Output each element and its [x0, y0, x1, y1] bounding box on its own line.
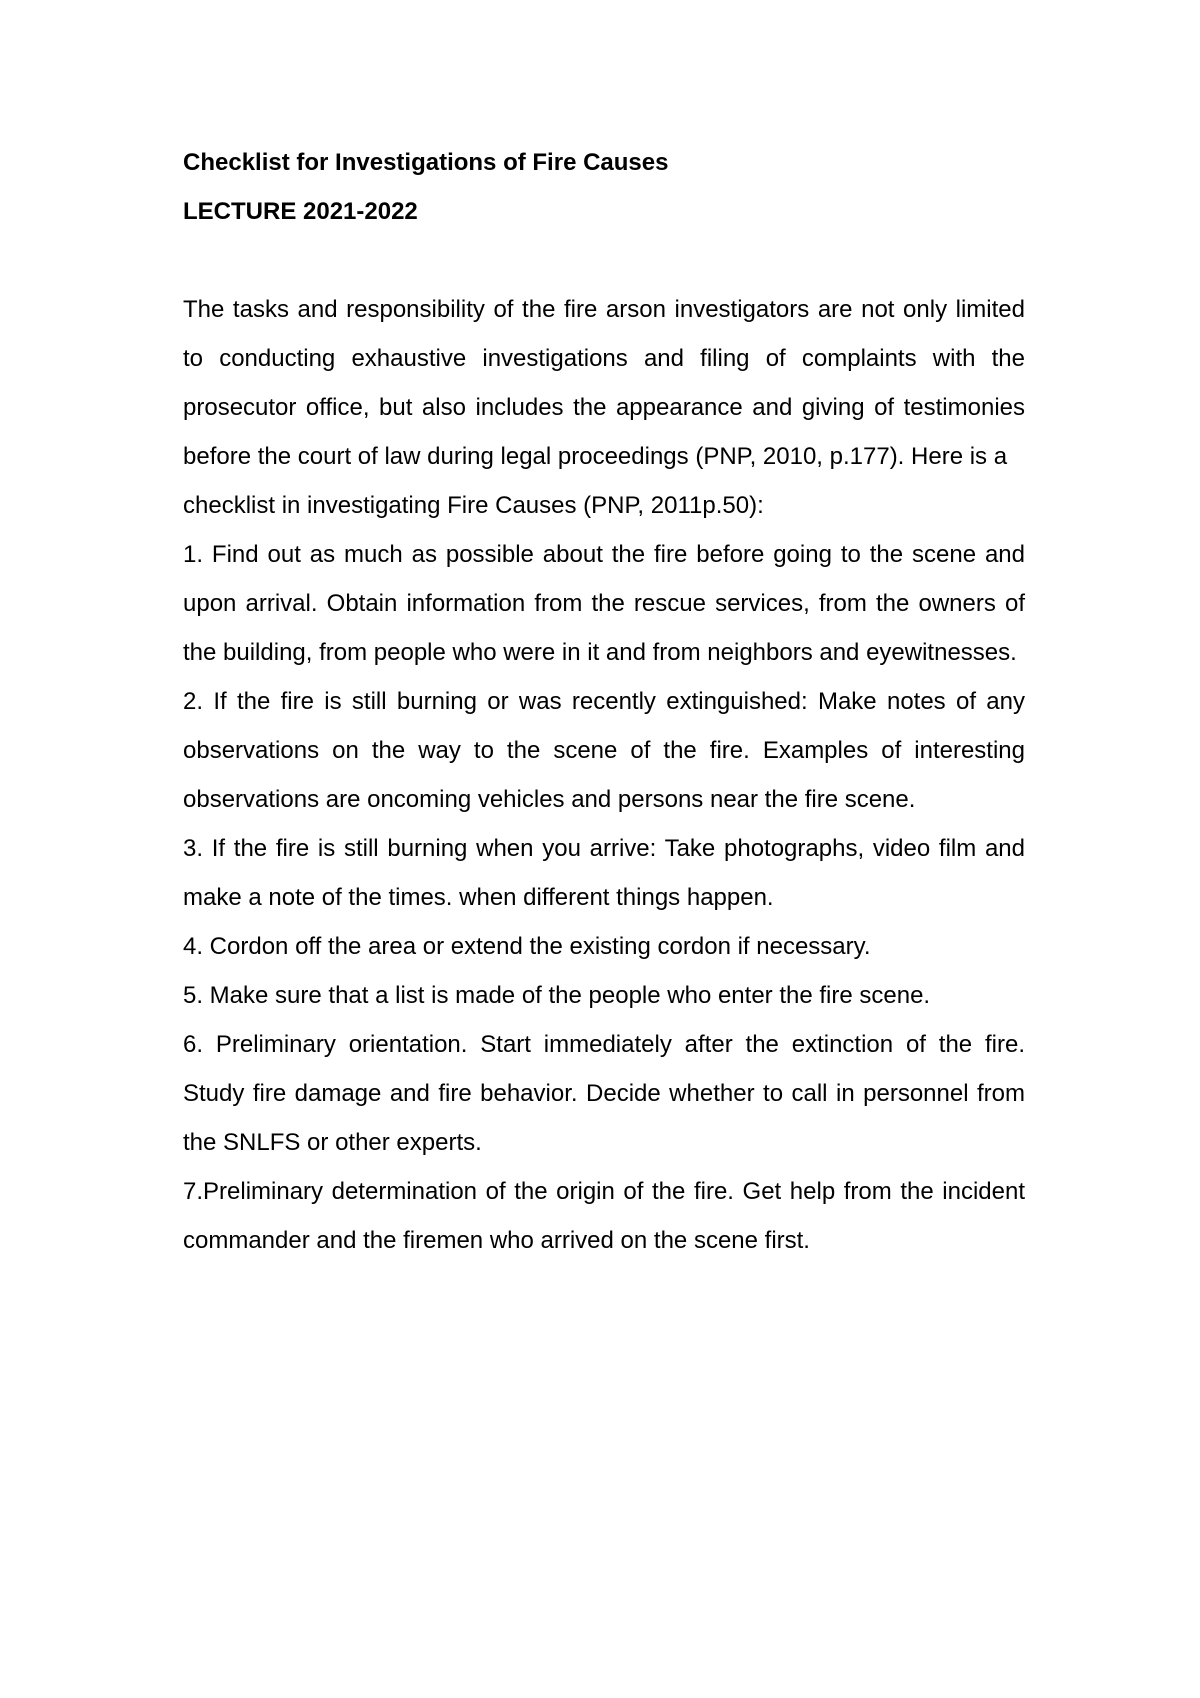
checklist-item-6: 6. Preliminary orientation. Start immediately after the extinction of the fire. Study fire damage and fire behavior. Decide whether to call in personnel from the SNLFS or other experts. [183, 1031, 1025, 1156]
intro-paragraph: The tasks and responsibility of the fire arson investigators are not only limited to conducting exhaustive investigations and filing of complaints with the prosecutor office, but also includes the appearance and giving of testimonies before the court of law during legal proceedings (PNP, 2010, p.177). Here is a [183, 296, 1025, 470]
intro-continuation: checklist in investigating Fire Causes (PNP, 2011p.50): [183, 492, 764, 519]
document-body [183, 138, 1025, 1265]
checklist-item-1: 1. Find out as much as possible about the fire before going to the scene and upon arrival. Obtain information from the rescue services, from the owners of the building, from people who were in it and from neighbors and eyewitnesses. [183, 541, 1025, 666]
document-title: Checklist for Investigations of Fire Causes [183, 149, 669, 176]
document-subtitle: LECTURE 2021-2022 [183, 198, 418, 225]
checklist-item-5: 5. Make sure that a list is made of the people who enter the fire scene. [183, 982, 931, 1009]
checklist-item-7: 7.Preliminary determination of the origin of the fire. Get help from the incident commander and the firemen who arrived on the scene first. [183, 1178, 1025, 1254]
checklist-item-2: 2. If the fire is still burning or was recently extinguished: Make notes of any observations on the way to the scene of the fire. Examples of interesting observations are oncoming vehicles and persons near the fire scene. [183, 688, 1025, 813]
checklist-item-3: 3. If the fire is still burning when you arrive: Take photographs, video film and make a note of the times. when different things happen. [183, 835, 1025, 911]
blank-line [183, 236, 1025, 285]
checklist-item-4: 4. Cordon off the area or extend the existing cordon if necessary. [183, 933, 871, 960]
